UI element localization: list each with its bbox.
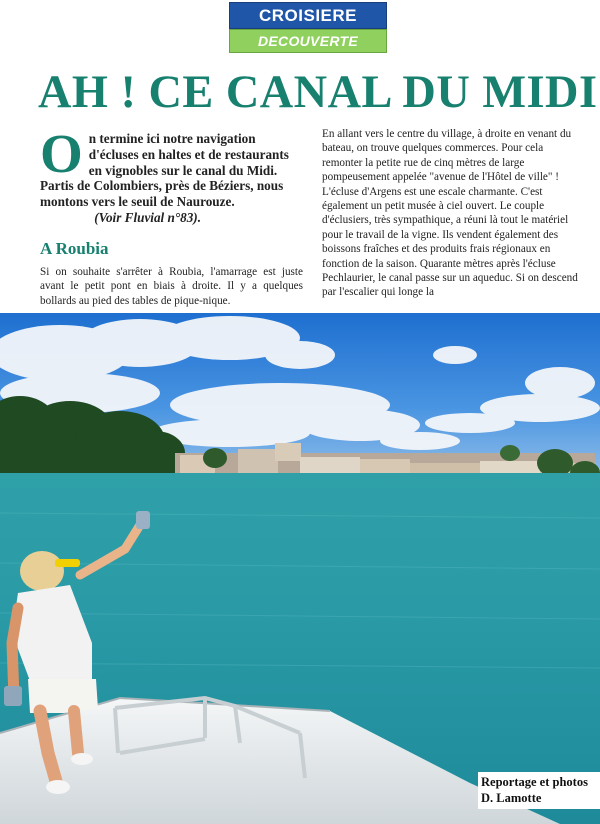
article-intro [40,123,303,226]
credit-line-2: D. Lamotte [481,791,542,805]
subheading-roubia: A Roubia [40,238,109,258]
section-label: CROISIERE [229,2,387,29]
intro-reference: (Voir Fluvial n°83). [94,209,201,225]
section-sublabel: DECOUVERTE [229,29,387,53]
paragraph-village: En allant vers le centre du village, à droite en venant du bateau, on trouve quelques commerces. Pour cela remonter la petite rue de cinq mètres de large pompeusement appelée "avenue de l'Hôtel de ville" ! [322,128,572,184]
credit-line-1: Reportage et photos [481,775,588,789]
canal-photo [0,313,600,824]
left-column [40,123,303,319]
section-badge [229,2,387,54]
paragraph-roubia: Si on souhaite s'arrêter à Roubia, l'amarrage est juste avant le petit pont en biais à droite. Il y a quelques bollards au pied des tables de pique-nique. [40,265,303,307]
article-title: AH ! CE CANAL DU MIDI [38,66,598,118]
intro-text: n termine ici notre navigation d'écluses en haltes et de restaurants en vignobles sur le canal du Midi. Partis de Colombiers, près de Béziers, nous montons vers le seuil de Naurouze. [40,131,289,210]
paragraph-argens: L'écluse d'Argens est une escale charmante. C'est également un petit musée à ciel ouvert. Le couple d'éclusiers, très sympathique, a réuni là tout le matériel pour le travail de la vigne. Ils vendent également des boissons fraîches et des produits frais régionaux en fonction de la saison. Quarante mètres après l'écluse Pechlaurier, le canal passe sur un aqueduc. Si on descend par l'escalier qui longe la [322,185,578,299]
photo-credit [478,772,600,809]
right-column [322,127,578,300]
drop-cap: O [40,123,83,184]
